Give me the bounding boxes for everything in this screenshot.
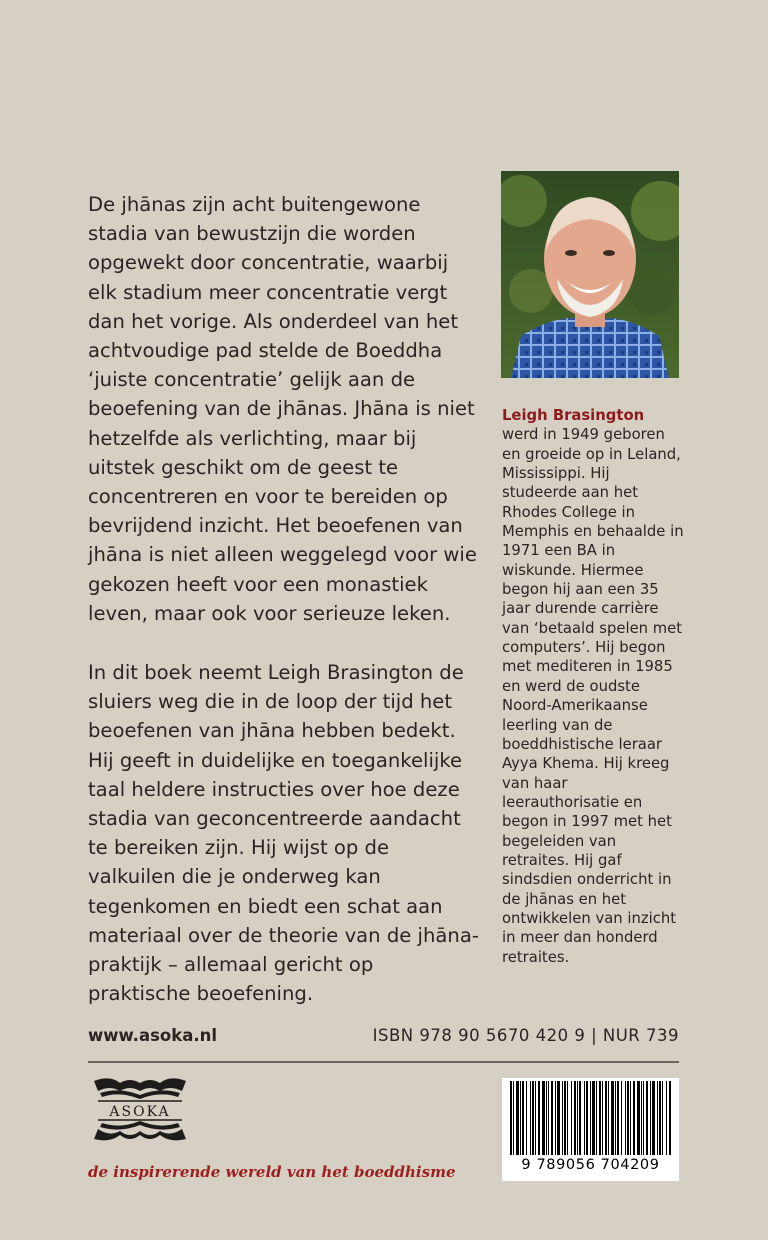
barcode-bar bbox=[579, 1081, 581, 1155]
barcode-bar bbox=[548, 1081, 549, 1155]
barcode-bar bbox=[564, 1081, 566, 1155]
website-link[interactable]: www.asoka.nl bbox=[88, 1026, 218, 1045]
barcode bbox=[502, 1078, 679, 1181]
barcode-bar bbox=[574, 1081, 576, 1155]
barcode-digits: 9 789056 704209 bbox=[521, 1157, 660, 1173]
barcode-bar bbox=[530, 1081, 531, 1155]
author-photo bbox=[501, 171, 679, 378]
barcode-bar bbox=[567, 1081, 568, 1155]
barcode-bar bbox=[625, 1081, 626, 1155]
barcode-bar bbox=[555, 1081, 556, 1155]
barcode-bar bbox=[605, 1081, 607, 1155]
barcode-bar bbox=[526, 1081, 527, 1155]
publisher-tagline: de inspirerende wereld van het boeddhisme bbox=[88, 1163, 456, 1181]
divider bbox=[88, 1061, 679, 1063]
barcode-bar bbox=[513, 1081, 514, 1155]
barcode-bar bbox=[630, 1081, 631, 1155]
barcode-bar bbox=[652, 1081, 655, 1155]
barcode-bar bbox=[551, 1081, 553, 1155]
barcode-bar bbox=[646, 1081, 648, 1155]
barcode-bar bbox=[643, 1081, 644, 1155]
barcode-bar bbox=[650, 1081, 651, 1155]
barcode-bar bbox=[669, 1081, 671, 1155]
barcode-bar bbox=[608, 1081, 609, 1155]
barcode-bar bbox=[602, 1081, 603, 1155]
barcode-bar bbox=[584, 1081, 585, 1155]
barcode-bar bbox=[516, 1081, 519, 1155]
barcode-bar bbox=[532, 1081, 534, 1155]
barcode-bar bbox=[520, 1081, 521, 1155]
barcode-bar bbox=[596, 1081, 597, 1155]
barcode-bar bbox=[590, 1081, 591, 1155]
barcode-bar bbox=[627, 1081, 629, 1155]
barcode-bar bbox=[611, 1081, 614, 1155]
barcode-bar bbox=[562, 1081, 563, 1155]
barcode-bar bbox=[592, 1081, 595, 1155]
barcode-bar bbox=[633, 1081, 635, 1155]
barcode-bar bbox=[615, 1081, 616, 1155]
author-name: Leigh Brasington bbox=[502, 407, 645, 424]
barcode-bar bbox=[637, 1081, 640, 1155]
barcode-bar bbox=[535, 1081, 536, 1155]
barcode-bar bbox=[617, 1081, 619, 1155]
barcode-bar bbox=[659, 1081, 661, 1155]
book-description bbox=[88, 190, 480, 1008]
barcode-bar bbox=[662, 1081, 663, 1155]
barcode-bar bbox=[557, 1081, 560, 1155]
barcode-bar bbox=[577, 1081, 578, 1155]
publisher-logo bbox=[90, 1077, 190, 1141]
barcode-bar bbox=[586, 1081, 588, 1155]
barcode-bar bbox=[599, 1081, 601, 1155]
publisher-logo-text: ASOKA bbox=[109, 1104, 171, 1120]
barcode-bar bbox=[657, 1081, 658, 1155]
barcode-bar bbox=[621, 1081, 622, 1155]
barcode-bar bbox=[522, 1081, 524, 1155]
barcode-bar bbox=[542, 1081, 545, 1155]
barcode-bar bbox=[571, 1081, 572, 1155]
barcode-bar bbox=[538, 1081, 540, 1155]
barcode-bar bbox=[666, 1081, 667, 1155]
barcode-bar bbox=[546, 1081, 547, 1155]
isbn-nur: ISBN 978 90 5670 420 9 | NUR 739 bbox=[372, 1026, 679, 1045]
author-bio-text: werd in 1949 geboren en groeide op in Leland, Mississippi. Hij studeerde aan het Rhodes College in Memphis en behaalde in 1971 een BA in wiskunde. Hiermee begon hij aan een 35 jaar durende carrière van ‘betaald spelen met computers’. Hij begon met mediteren in 1985 en werd de oudste Noord-Amerikaanse leerling van de boeddhistische leraar Ayya Khema. Hij kreeg van haar leerauthorisatie en begon in 1997 met het begeleiden van retraites. Hij gaf sindsdien onderricht in de jhānas en het ontwikkelen van inzicht in meer dan honderd retraites. bbox=[502, 426, 684, 966]
barcode-bars bbox=[510, 1081, 671, 1155]
barcode-bar bbox=[641, 1081, 642, 1155]
barcode-bar bbox=[510, 1081, 512, 1155]
author-bio bbox=[502, 406, 684, 967]
description-paragraph-1: De jhānas zijn acht buitengewone stadia van bewustzijn die worden opgewekt door concentratie, waarbij elk stadium meer concentratie vergt dan het vorige. Als onderdeel van het achtvoudige pad stelde de Boeddha ‘juiste concentratie’ gelijk aan de beoefening van de jhānas. Jhāna is niet hetzelfde als verlichting, maar bij uitstek geschikt om de geest te concentreren en voor te bereiden op bevrijdend inzicht. Het beoefenen van jhāna is niet alleen weggelegd voor wie gekozen heeft voor een monastiek leven, maar ook voor serieuze leken. bbox=[88, 193, 477, 625]
description-paragraph-2: In dit boek neemt Leigh Brasington de sluiers weg die in de loop der tijd het beoefenen van jhāna hebben bedekt. Hij geeft in duidelijke en toegankelijke taal heldere instructies over hoe deze stadia van geconcentreerde aandacht te bereiken zijn. Hij wijst op de valkuilen die je onderweg kan tegenkomen en biedt een schat aan materiaal over de theorie van de jhāna-praktijk – allemaal gericht op praktische beoefening. bbox=[88, 661, 479, 1006]
